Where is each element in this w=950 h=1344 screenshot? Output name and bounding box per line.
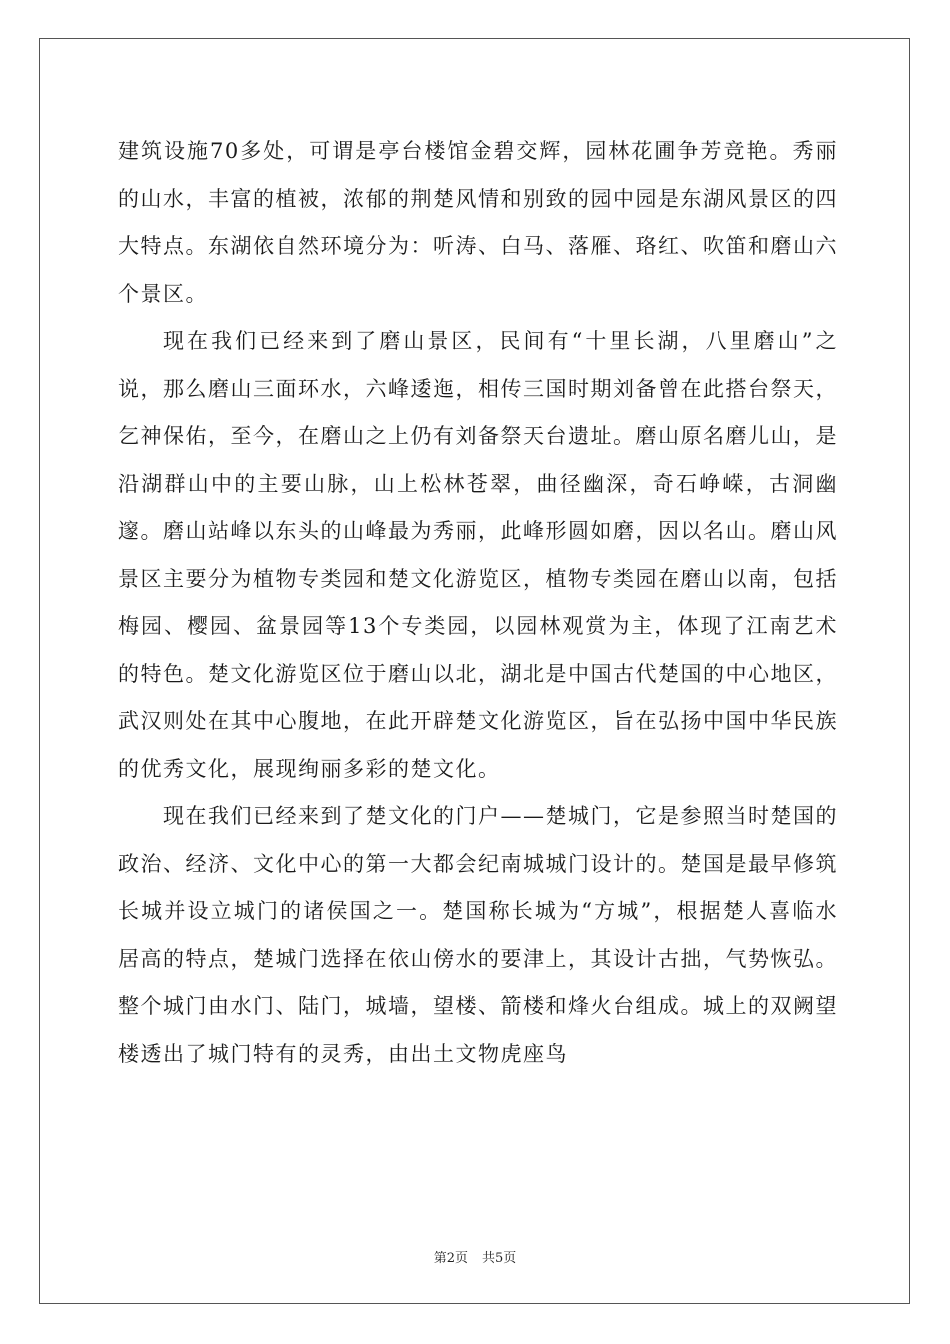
- page-total: 共5页: [482, 1251, 517, 1266]
- paragraph-1: 建筑设施70多处，可谓是亭台楼馆金碧交辉，园林花圃争芳竞艳。秀丽的山水，丰富的植被，浓郁的荆楚风情和别致的园中园是东湖风景区的四大特点。东湖依自然环境分为：听涛、白马、落雁、珞红、吹笛和磨山六个景区。: [118, 139, 838, 306]
- paragraph-3: 现在我们已经来到了楚文化的门户——楚城门，它是参照当时楚国的政治、经济、文化中心的第一大都会纪南城城门设计的。楚国是最早修筑长城并设立城门的诸侯国之一。楚国称长城为“方城”，根据楚人喜临水居高的特点，楚城门选择在依山傍水的要津上，其设计古拙，气势恢弘。整个城门由水门、陆门，城墙，望楼、箭楼和烽火台组成。城上的双阙望楼透出了城门特有的灵秀，由出土文物虎座鸟: [118, 804, 838, 1066]
- paragraph-2: 现在我们已经来到了磨山景区，民间有“十里长湖，八里磨山”之说，那么磨山三面环水，六峰逶迤，相传三国时期刘备曾在此搭台祭天，乞神保佑，至今，在磨山之上仍有刘备祭天台遗址。磨山原名磨儿山，是沿湖群山中的主要山脉，山上松林苍翠，曲径幽深，奇石峥嵘，古洞幽邃。磨山站峰以东头的山峰最为秀丽，此峰形圆如磨，因以名山。磨山风景区主要分为植物专类园和楚文化游览区，植物专类园在磨山以南，包括梅园、樱园、盆景园等13个专类园，以园林观赏为主，体现了江南艺术的特色。楚文化游览区位于磨山以北，湖北是中国古代楚国的中心地区，武汉则处在其中心腹地，在此开辟楚文化游览区，旨在弘扬中国中华民族的优秀文化，展现绚丽多彩的楚文化。: [118, 329, 838, 781]
- page-number: 第2页: [433, 1251, 468, 1266]
- document-body: [118, 128, 838, 1078]
- page-footer: [0, 1247, 950, 1266]
